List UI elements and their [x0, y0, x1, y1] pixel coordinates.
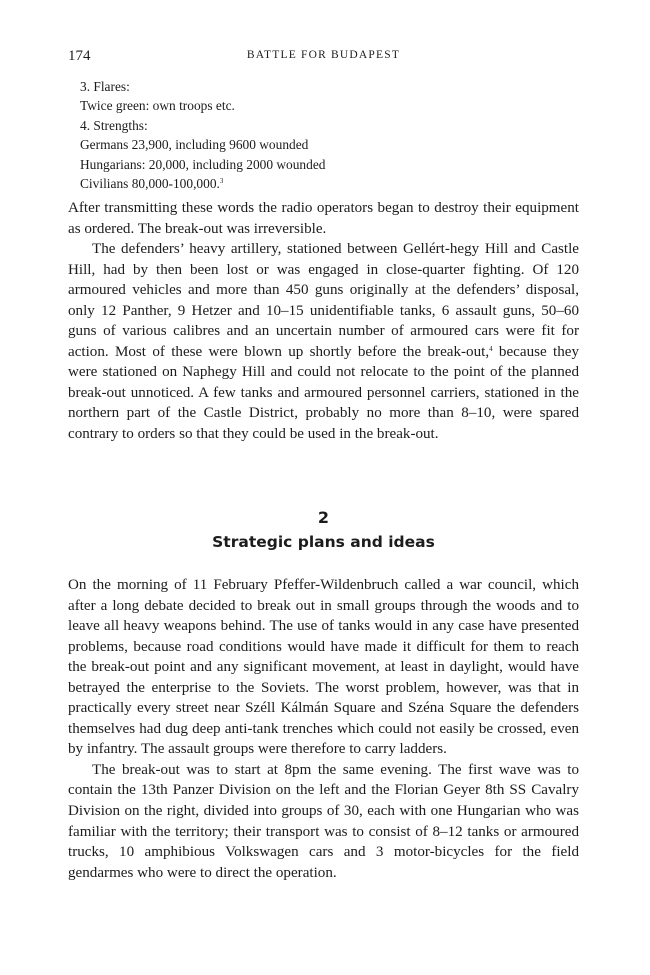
- quoted-radio-message: [80, 77, 579, 193]
- quote-line-with-note: [80, 174, 579, 193]
- paragraph: [68, 239, 579, 444]
- paragraph: After transmitting these words the radio operators began to destroy their equipment as ordered. The break-out was irreversible.: [68, 200, 579, 237]
- quote-line: 3. Flares:: [80, 79, 130, 94]
- section-two-text: [68, 575, 579, 883]
- footnote-marker: 4: [489, 344, 493, 353]
- footnote-marker: 3: [219, 177, 224, 186]
- chapter-title: Strategic plans and ideas: [212, 533, 435, 551]
- paragraph: The break-out was to start at 8pm the same evening. The first wave was to contain the 13th Panzer Division on the left and the Florian Geyer 8th SS Cavalry Division on the right, divided into groups of 30, each with one Hungarian who was familiar with the territory; their transport was to consist of 8–12 tanks or armoured trucks, 10 amphibious Volkswagen cars and 3 motor-bicycles for the field gendarmes who were to direct the operation.: [68, 761, 579, 881]
- section-one-text: [68, 198, 579, 445]
- running-title: BATTLE FOR BUDAPEST: [246, 49, 401, 61]
- page-number: 174: [68, 48, 91, 64]
- quote-line: Civilians 80,000-100,000.: [80, 176, 220, 192]
- quote-line: Hungarians: 20,000, including 2000 wounded: [80, 156, 326, 172]
- chapter-number: 2: [317, 508, 330, 527]
- quote-line: Germans 23,900, including 9600 wounded: [80, 137, 309, 153]
- quote-line: Twice green: own troops etc.: [80, 98, 235, 114]
- quote-line: 4. Strengths:: [80, 117, 148, 133]
- paragraph-text: The defenders’ heavy artillery, stationed between Gellért-hegy Hill and Castle Hill, had by then been lost or was engaged in close-quarter fighting. Of 120 armoured vehicles and more than 450 guns originally at the defenders’ disposal, only 12 Panther, 9 Hetzer and 10–15 unidentifiable tanks, 6 assault guns, 50–60 guns of various calibres and an uncertain number of armoured cars were fit for action. Most of these were blown up shortly before the break-out,: [68, 241, 579, 360]
- paragraph: On the morning of 11 February Pfeffer-Wildenbruch called a war council, which after a long debate decided to break out in small groups through the woods and to leave all heavy weapons behind. The use of tanks would in any case have presented problems, because road conditions would have made it difficult for them to reach the break-out point and any significant movement, at least in daylight, would have betrayed the enterprise to the Soviets. The worst problem, however, was that in practically every street near Széll Kálmán Square and Széna Square the defenders themselves had dug deep anti-tank trenches which could not easily be crossed, even by infantry. The assault groups were therefore to carry ladders.: [68, 577, 579, 758]
- paragraph-text: because they were stationed on Naphegy Hill and could not relocate to the point of the planned break-out unnoticed. A few tanks and armoured personnel carriers, stationed in the northern part of the Castle District, probably no more than 8–10, were spared contrary to orders so that they could be used in the break-out.: [68, 343, 579, 443]
- running-head: [68, 48, 579, 68]
